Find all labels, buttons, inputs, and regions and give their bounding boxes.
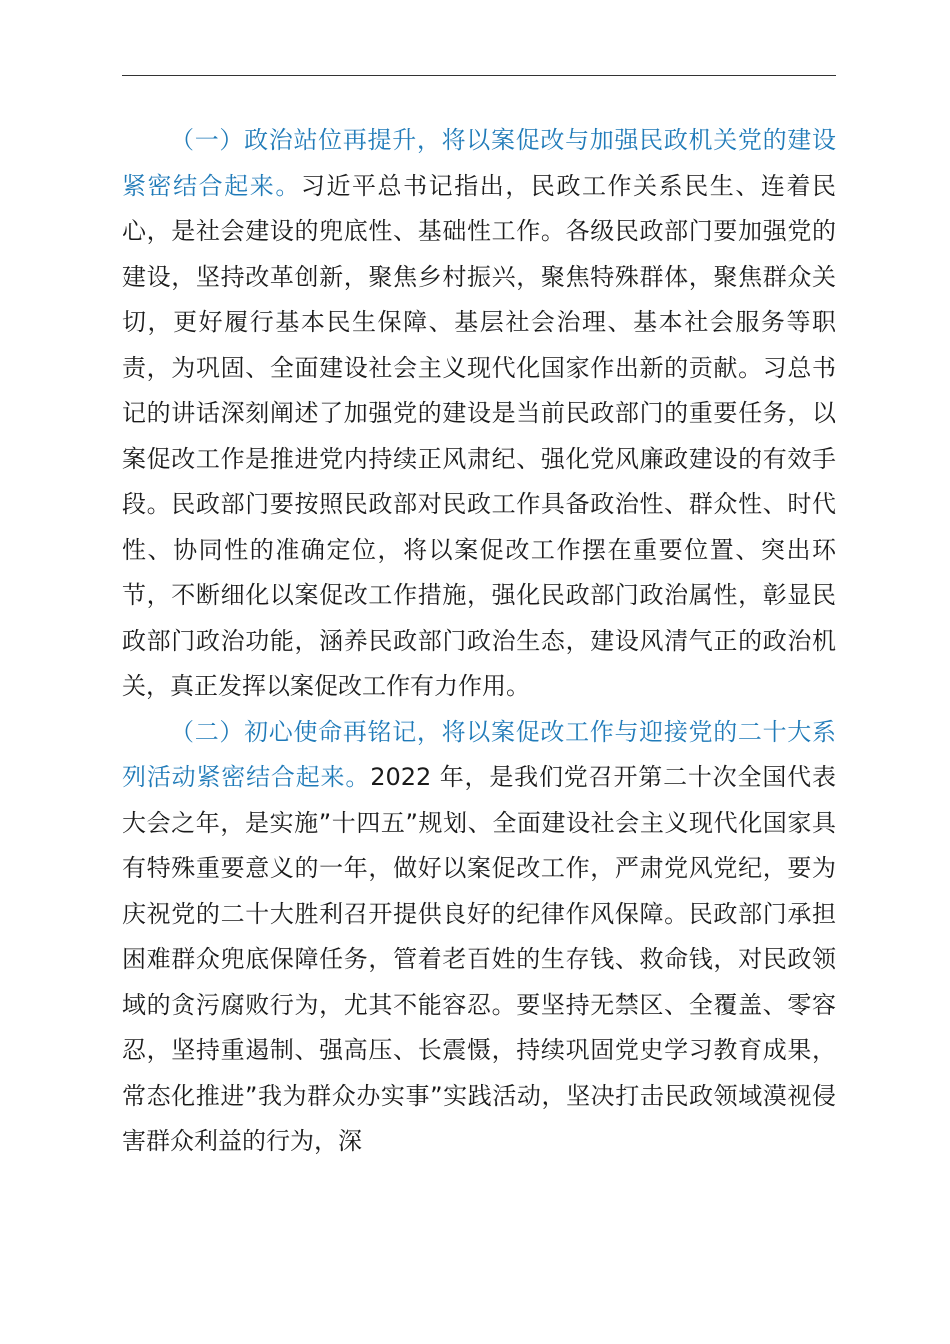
- section-heading-2: （二）初心使命再铭记，将以案促改工作与迎接党的二十大系列活动紧密结合起来。: [122, 717, 836, 791]
- header-rule: [122, 75, 836, 76]
- paragraph-1: [122, 118, 836, 710]
- document-body: [122, 118, 836, 1165]
- paragraph-2-text: 2022 年，是我们党召开第二十次全国代表大会之年，是实施”十四五”规划、全面建设社会主义现代化国家具有特殊重要意义的一年，做好以案促改工作，严肃党风党纪，要为庆祝党的二十大胜利召开提供良好的纪律作风保障。民政部门承担困难群众兜底保障任务，管着老百姓的生存钱、救命钱，对民政领域的贪污腐败行为，尤其不能容忍。要坚持无禁区、全覆盖、零容忍，坚持重遏制、强高压、长震慑，持续巩固党史学习教育成果，常态化推进”我为群众办实事”实践活动，坚决打击民政领域漠视侵害群众利益的行为，深: [122, 763, 836, 1155]
- paragraph-1-text: 习近平总书记指出，民政工作关系民生、连着民心，是社会建设的兜底性、基础性工作。各级民政部门要加强党的建设，坚持改革创新，聚焦乡村振兴，聚焦特殊群体，聚焦群众关切，更好履行基本民生保障、基层社会治理、基本社会服务等职责，为巩固、全面建设社会主义现代化国家作出新的贡献。习总书记的讲话深刻阐述了加强党的建设是当前民政部门的重要任务，以案促改工作是推进党内持续正风肃纪、强化党风廉政建设的有效手段。民政部门要按照民政部对民政工作具备政治性、群众性、时代性、协同性的准确定位，将以案促改工作摆在重要位置、突出环节，不断细化以案促改工作措施，强化民政部门政治属性，彰显民政部门政治功能，涵养民政部门政治生态，建设风清气正的政治机关，真正发挥以案促改工作有力作用。: [122, 171, 837, 700]
- section-heading-1: （一）政治站位再提升，将以案促改与加强民政机关党的建设紧密结合起来。: [122, 126, 836, 200]
- paragraph-2: [122, 710, 836, 1165]
